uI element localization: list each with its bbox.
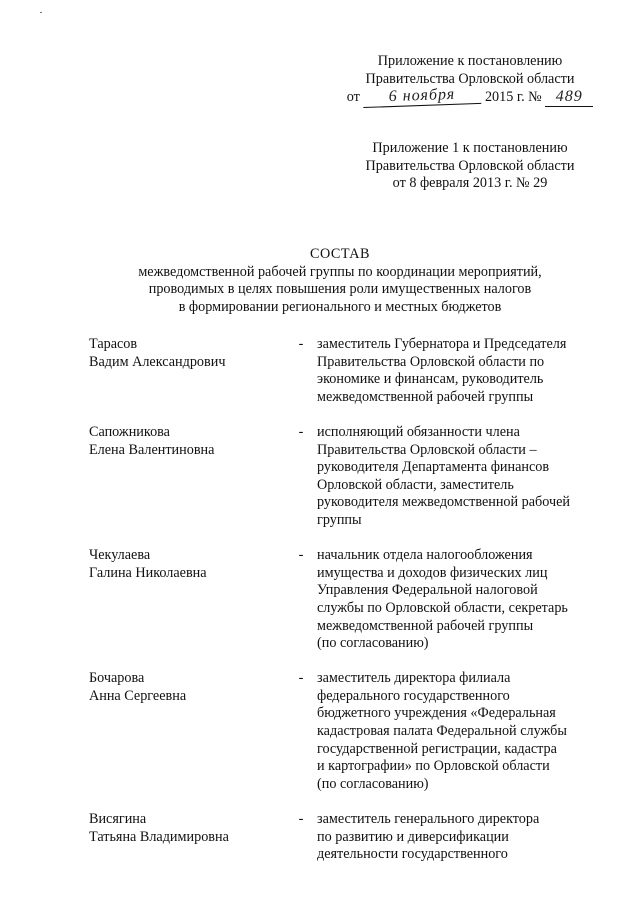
appendix-original-block [335, 140, 605, 193]
member-role-line: и картографии» по Орловской области [317, 758, 550, 775]
appendix-current-line1: Приложение к постановлению [377, 53, 563, 69]
member-given: Татьяна Владимировна [89, 828, 229, 845]
member-role-line: руководителя межведомственной рабочей [317, 494, 571, 511]
appendix-current-block [335, 53, 605, 107]
member-name [89, 424, 285, 530]
member-role [317, 547, 607, 653]
member-surname: Сапожникова [89, 423, 170, 440]
scan-speck [40, 12, 42, 13]
member-role-line: кадастровая палата Федеральной службы [317, 723, 567, 740]
member-role [317, 424, 607, 530]
member-row [89, 336, 609, 406]
member-role-line: экономике и финансам, руководитель [317, 371, 544, 388]
member-dash: - [298, 336, 304, 352]
handwritten-number: 489 [545, 88, 593, 107]
member-role-line: Правительства Орловской области по [317, 353, 545, 370]
member-role-line: Орловской области, заместитель [317, 476, 514, 493]
member-dash: - [298, 547, 304, 564]
member-role-line: бюджетного учреждения «Федеральная [317, 705, 556, 722]
year-text: 2015 г. № [484, 89, 542, 106]
members-list [89, 336, 609, 881]
member-role-line: федерального государственного [317, 687, 510, 704]
member-name [89, 336, 285, 406]
title-line3: в формировании регионального и местных бюджетов [178, 298, 502, 315]
document-title [90, 246, 590, 316]
member-role-line: межведомственной рабочей группы [317, 617, 534, 634]
member-role-line: государственной регистрации, кадастра [317, 740, 557, 757]
member-role-line: Правительства Орловской области – [317, 441, 537, 458]
appendix-original-line3: от 8 февраля 2013 г. № 29 [392, 175, 548, 192]
member-row [89, 811, 609, 864]
appendix-original-line1: Приложение 1 к постановлению [372, 140, 568, 156]
member-role-line: исполняющий обязанности члена [317, 423, 520, 440]
member-role-line: службы по Орловской области, секретарь [317, 599, 568, 616]
member-row [89, 547, 609, 653]
member-dash: - [298, 423, 304, 440]
member-given: Анна Сергеевна [89, 687, 187, 704]
member-given: Вадим Александрович [89, 353, 226, 370]
member-role-line: начальник отдела налогообложения [317, 547, 533, 564]
member-role-line: (по согласованию) [317, 775, 429, 792]
appendix-original-line2: Правительства Орловской области [365, 157, 575, 174]
member-role-line: межведомственной рабочей группы [317, 388, 534, 405]
member-role-line: имущества и доходов физических лиц [317, 564, 548, 581]
member-role-line: руководителя Департамента финансов [317, 459, 550, 476]
member-given: Галина Николаевна [89, 564, 207, 581]
member-name [89, 811, 285, 864]
member-surname: Висягина [89, 811, 147, 828]
member-dash: - [298, 811, 304, 828]
member-surname: Чекулаева [89, 547, 151, 564]
member-name [89, 547, 285, 653]
appendix-current-date-line [335, 88, 605, 107]
member-role [317, 336, 607, 406]
member-surname: Бочарова [89, 670, 145, 687]
member-role-line: по развитию и диверсификации [317, 828, 509, 845]
member-role-line: (по согласованию) [317, 635, 429, 652]
member-dash: - [298, 670, 304, 687]
member-name [89, 670, 285, 793]
member-row [89, 424, 609, 530]
title-line1: межведомственной рабочей группы по координации мероприятий, [138, 263, 542, 280]
member-role-line: заместитель генерального директора [317, 811, 540, 828]
member-role-line: заместитель директора филиала [317, 670, 511, 687]
date-prefix: от [346, 89, 360, 106]
member-given: Елена Валентиновна [89, 441, 215, 458]
title-line2: проводимых в целях повышения роли имущественных налогов [148, 281, 532, 298]
member-role-line: деятельности государственного [317, 846, 508, 863]
appendix-current-line2: Правительства Орловской области [365, 70, 575, 87]
title-heading: СОСТАВ [309, 246, 370, 262]
handwritten-date: 6 ноября [363, 85, 482, 108]
member-role [317, 670, 607, 793]
member-role-line: группы [317, 511, 362, 528]
member-surname: Тарасов [89, 336, 138, 352]
member-role-line: Управления Федеральной налоговой [317, 582, 538, 599]
member-role-line: заместитель Губернатора и Председателя [317, 336, 567, 352]
member-role [317, 811, 607, 864]
member-row [89, 670, 609, 793]
